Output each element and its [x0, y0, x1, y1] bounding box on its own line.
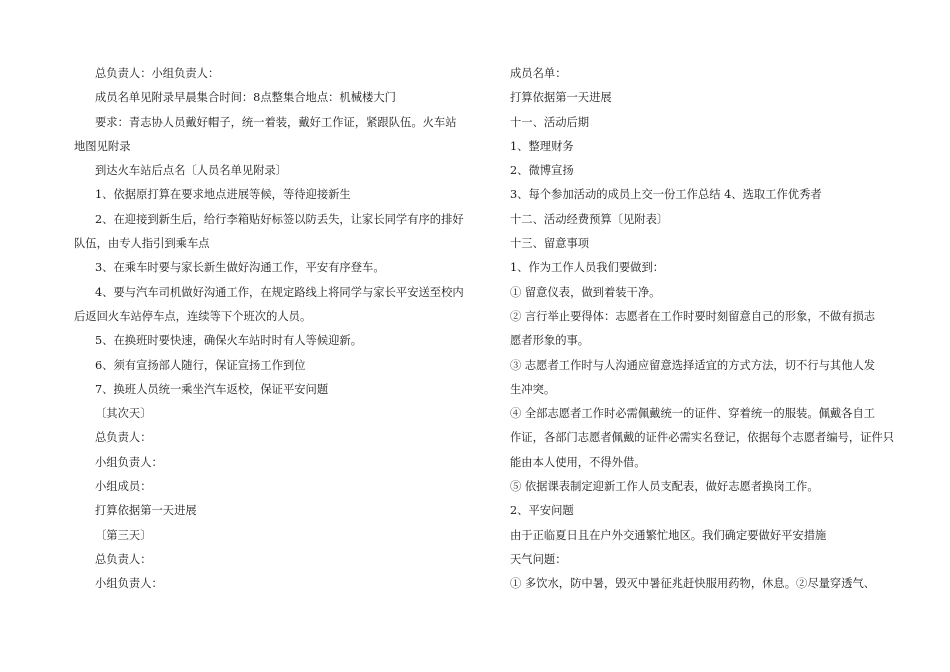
text-line: ⑤ 依据课表制定迎新工作人员支配表，做好志愿者换岗工作。 [510, 480, 819, 494]
text-line: 2、微博宣扬 [510, 164, 574, 178]
text-line: 由于正临夏日且在户外交通繁忙地区。我们确定要做好平安措施 [510, 528, 827, 542]
text-line: 成员名单见附录早晨集合时间：8点整集合地点：机械楼大门 [95, 91, 396, 105]
text-line: 作证，各部门志愿者佩戴的证件必需实名登记，依据每个志愿者编号，证件只 [510, 431, 895, 445]
text-line: 〔其次天〕 [95, 407, 152, 421]
text-line: 打算依据第一天进展 [510, 91, 612, 105]
text-line: 后返回火车站停车点，连续等下个班次的人员。 [74, 309, 312, 323]
text-line: 要求：青志协人员戴好帽子，统一着装，戴好工作证，紧跟队伍。火车站 [95, 115, 457, 129]
text-line: 4、要与汽车司机做好沟通工作，在规定路线上将同学与家长平安送至校内 [95, 285, 464, 299]
text-line: 3、在乘车时要与家长新生做好沟通工作，平安有序登车。 [95, 261, 385, 275]
text-line: ① 多饮水，防中暑，毁灭中暑征兆赶快服用药物，休息。②尽量穿透气、 [510, 577, 876, 591]
text-line: 总负责人： [95, 431, 152, 445]
text-line: 地图见附录 [74, 139, 131, 153]
text-line: 打算依据第一天进展 [95, 504, 197, 518]
text-line: 队伍，由专人指引到乘车点 [74, 237, 210, 251]
text-line: 生冲突。 [510, 382, 556, 396]
text-line: 小组负责人： [95, 455, 163, 469]
text-line: 5、在换班时要快速，确保火车站时时有人等候迎新。 [95, 334, 363, 348]
text-line: 到达火车站后点名〔人员名单见附录〕 [95, 164, 288, 178]
text-line: 十二、活动经费预算〔见附表〕 [510, 212, 669, 226]
right-column [510, 62, 895, 597]
text-line: 成员名单： [510, 67, 567, 80]
text-line: 〔第三天〕 [95, 528, 152, 542]
text-line: 十一、活动后期 [510, 115, 590, 129]
text-line: ① 留意仪表，做到着装干净。 [510, 285, 661, 299]
text-line: 能由本人使用，不得外借。 [510, 455, 646, 469]
left-column [74, 62, 466, 597]
text-line: 3、每个参加活动的成员上交一份工作总结 4、选取工作优秀者 [510, 188, 822, 202]
text-line: 1、作为工作人员我们要做到： [510, 261, 665, 275]
text-line: 7、换班人员统一乘坐汽车返校，保证平安问题 [95, 382, 329, 396]
text-line: 愿者形象的事。 [510, 334, 590, 348]
text-line: 2、平安问题 [510, 504, 574, 518]
text-line: ④ 全部志愿者工作时必需佩戴统一的证件、穿着统一的服装。佩戴各自工 [510, 407, 876, 421]
text-line: 天气问题： [510, 552, 567, 566]
text-line: 总负责人：小组负责人： [95, 67, 220, 80]
text-line: 2、在迎接到新生后，给行李箱贴好标签以防丢失，让家长同学有序的排好 [95, 212, 464, 226]
text-line: 1、整理财务 [510, 139, 574, 153]
text-line: 小组成员： [95, 480, 152, 494]
text-line: 总负责人： [95, 552, 152, 566]
text-line: 小组负责人： [95, 577, 163, 591]
text-line: 1、依据原打算在要求地点进展等候，等待迎接新生 [95, 188, 351, 202]
text-line: 6、须有宣扬部人随行，保证宣扬工作到位 [95, 358, 306, 372]
text-line: 十三、留意事项 [510, 237, 590, 251]
text-line: ② 言行举止要得体：志愿者在工作时要时刻留意自己的形象，不做有损志 [510, 309, 876, 323]
text-line: ③ 志愿者工作时与人沟通应留意选择适宜的方式方法，切不行与其他人发 [510, 358, 876, 372]
